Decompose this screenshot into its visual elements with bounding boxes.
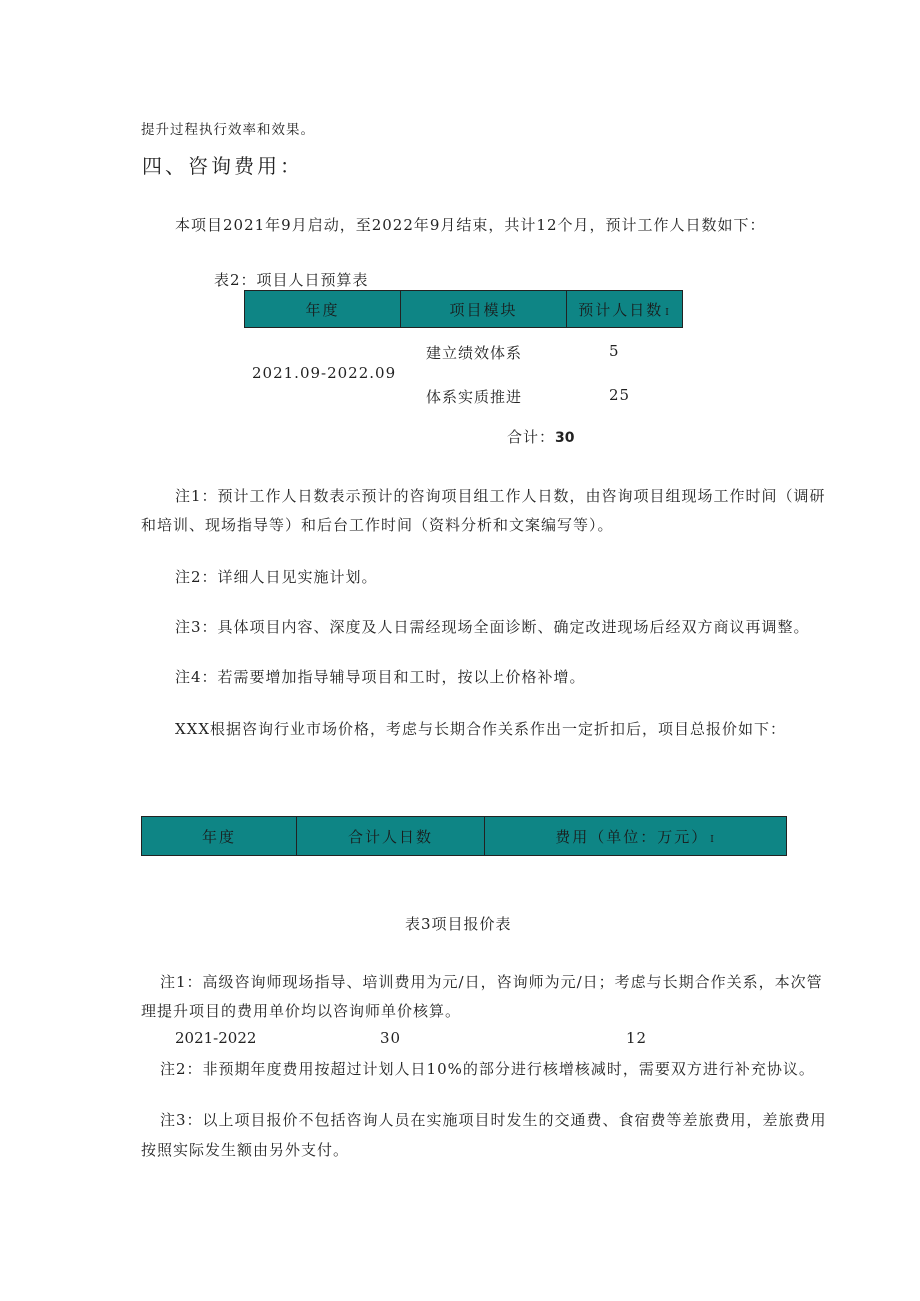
note1-line1: 注1：预计工作人日数表示预计的咨询项目组工作人日数，由咨询项目组现场工作时间（调研 bbox=[175, 487, 826, 505]
table2-header-module: 项目模块 bbox=[400, 291, 566, 327]
table2-total bbox=[507, 426, 575, 447]
schedule-paragraph: 本项目2021年9月启动，至2022年9月结束，共计12个月，预计工作人日数如下： bbox=[175, 216, 766, 234]
table3-row-days: 30 bbox=[380, 1029, 402, 1047]
table2-total-label: 合计： bbox=[507, 428, 556, 446]
note4: 注4：若需要增加指导辅导项目和工时，按以上价格补增。 bbox=[175, 668, 586, 686]
table2-row1-days: 5 bbox=[609, 342, 620, 360]
table3-header-fee bbox=[484, 817, 786, 855]
table2-header-days bbox=[566, 291, 682, 327]
table3-header-days: 合计人日数 bbox=[296, 817, 484, 855]
table2-header-row bbox=[244, 290, 683, 328]
note3b-line1: 注3：以上项目报价不包括咨询人员在实施项目时发生的交通费、食宿费等差旅费用，差旅费用 bbox=[160, 1111, 827, 1129]
table3-row-fee: 12 bbox=[626, 1029, 648, 1047]
table2-caption: 表2：项目人日预算表 bbox=[214, 271, 369, 289]
pricing-intro: XXX根据咨询行业市场价格，考虑与长期合作关系作出一定折扣后，项目总报价如下： bbox=[175, 720, 787, 738]
table3-header-year: 年度 bbox=[201, 827, 236, 846]
table2-row2-module: 体系实质推进 bbox=[426, 388, 523, 406]
note1-line2: 和培训、现场指导等）和后台工作时间（资料分析和文案编写等）。 bbox=[141, 516, 614, 534]
table3-row-year: 2021-2022 bbox=[175, 1029, 257, 1047]
note1b-line1: 注1：高级咨询师现场指导、培训费用为元/日，咨询师为元/日；考虑与长期合作关系，本次管 bbox=[160, 973, 823, 991]
table2-row2-days: 25 bbox=[609, 386, 631, 404]
table3-header-mark: I bbox=[710, 835, 716, 845]
table3-header-row bbox=[141, 816, 787, 856]
note3b-line2: 按照实际发生额由另外支付。 bbox=[141, 1141, 350, 1159]
table2-period: 2021.09-2022.09 bbox=[252, 364, 397, 382]
table2-header-mark: I bbox=[665, 308, 671, 318]
table2-row1-module: 建立绩效体系 bbox=[426, 344, 523, 362]
section-heading: 四、咨询费用： bbox=[142, 154, 303, 178]
table2-header-year: 年度 bbox=[305, 300, 340, 319]
table2-total-value: 30 bbox=[555, 430, 575, 446]
note2: 注2：详细人日见实施计划。 bbox=[175, 568, 378, 586]
note2b: 注2：非预期年度费用按超过计划人日10%的部分进行核增核减时，需要双方进行补充协议。 bbox=[160, 1060, 815, 1078]
table3-caption: 表3项目报价表 bbox=[405, 915, 512, 933]
table3-header-fee-label: 费用（单位：万元） bbox=[555, 827, 709, 846]
intro-line: 提升过程执行效率和效果。 bbox=[141, 122, 315, 138]
note3: 注3：具体项目内容、深度及人日需经现场全面诊断、确定改进现场后经双方商议再调整。 bbox=[175, 618, 810, 636]
note1b-line2: 理提升项目的费用单价均以咨询师单价核算。 bbox=[141, 1002, 462, 1020]
table2-header-days-label: 预计人日数 bbox=[578, 300, 664, 319]
